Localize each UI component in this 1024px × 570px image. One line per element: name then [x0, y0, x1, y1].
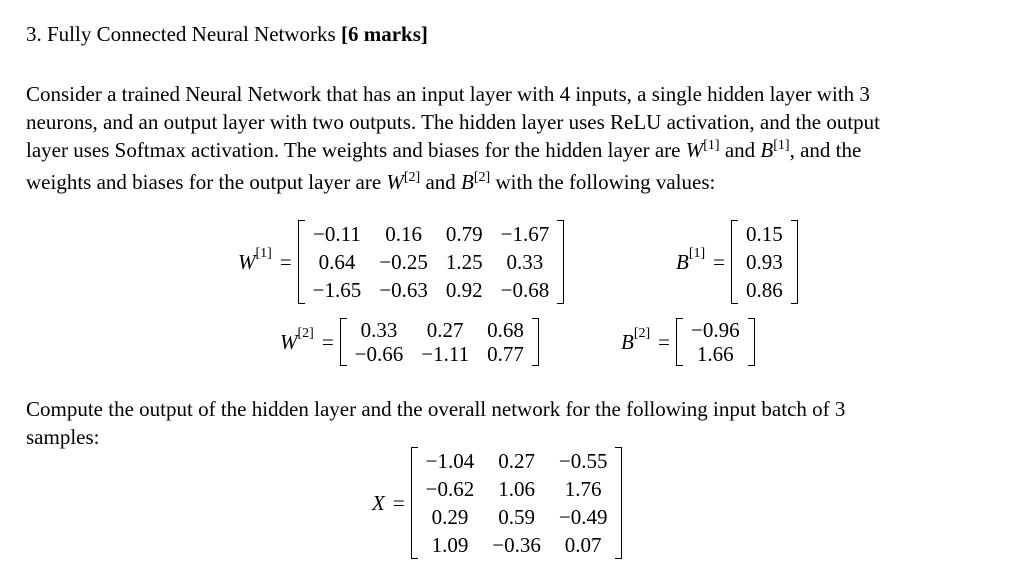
- matrix-cell: 0.64: [318, 249, 356, 274]
- matrix-bracket-corner: [299, 303, 305, 304]
- matrix-w1: [298, 220, 565, 304]
- equation-w2-lhs: [280, 326, 334, 355]
- matrix-cell: 0.33: [506, 249, 544, 274]
- equation-b2-superscript: [2]: [633, 326, 651, 341]
- inline-w2-superscript: [2]: [403, 170, 421, 185]
- matrix-cell: 1.06: [498, 476, 535, 501]
- equation-b1-equals: =: [713, 249, 725, 274]
- inline-w2-letter: W: [386, 170, 404, 194]
- matrix-b1: [731, 220, 798, 304]
- matrix-cell: −1.04: [425, 448, 475, 473]
- equation-b2-equals: =: [658, 329, 670, 354]
- intro-line-3: [26, 136, 1001, 168]
- matrix-bracket-corner: [341, 365, 347, 366]
- matrix-cell: −1.11: [421, 341, 470, 366]
- matrix-cell: 0.15: [746, 221, 783, 246]
- intro-line-2: neurons, and an output layer with two outputs. The hidden layer uses ReLU activation, and the output: [26, 110, 881, 134]
- instruction-line-2: samples:: [26, 425, 100, 449]
- matrix-bracket-corner: [557, 303, 563, 304]
- inline-b1-superscript: [1]: [773, 138, 790, 153]
- matrix-cell: 0.33: [360, 317, 398, 342]
- equation-w2-letter: W: [280, 329, 298, 354]
- instruction-paragraph: [26, 395, 1001, 451]
- inline-b2-letter: B: [461, 170, 474, 194]
- equation-w1-superscript: [1]: [255, 246, 272, 261]
- matrix-bracket-corner: [412, 558, 418, 559]
- inline-b1-letter: B: [760, 138, 774, 162]
- matrix-cell: 1.76: [564, 476, 602, 501]
- matrix-cell: −0.49: [558, 504, 608, 529]
- equation-b1: [676, 220, 798, 304]
- equation-w1-lhs: [238, 246, 292, 275]
- intro-paragraph: [26, 80, 1001, 200]
- equation-w2-superscript: [2]: [297, 326, 314, 341]
- inline-b2-superscript: [2]: [473, 170, 491, 185]
- matrix-cell: 0.93: [746, 249, 783, 274]
- matrix-cell: 0.86: [746, 277, 783, 302]
- matrix-cell: 0.68: [487, 317, 524, 342]
- equation-b2-letter: B: [621, 329, 634, 354]
- matrix-cell: 0.27: [498, 448, 535, 473]
- equation-x-equals: =: [392, 490, 405, 515]
- instruction-line-1: Compute the output of the hidden layer and the overall network for the following input batch of 3: [26, 397, 846, 421]
- inline-w1-letter: W: [685, 138, 704, 162]
- equation-b1-letter: B: [676, 249, 689, 274]
- question-marks: [6 marks]: [340, 22, 428, 46]
- inline-w1-superscript: [1]: [703, 138, 720, 153]
- equation-b2: [621, 318, 755, 366]
- matrix-cell: −0.63: [379, 277, 428, 302]
- intro-line-3-text-b: and: [719, 138, 761, 162]
- equation-b1-superscript: [1]: [688, 246, 706, 261]
- matrix-bracket-corner: [532, 365, 538, 366]
- matrix-cell: 1.09: [431, 532, 469, 557]
- matrix-bracket-corner: [677, 365, 683, 366]
- matrix-bracket-corner: [791, 303, 797, 304]
- matrix-bracket-corner: [615, 558, 621, 559]
- equation-w1-equals: =: [279, 249, 292, 274]
- equation-x-lhs: [372, 491, 405, 516]
- matrix-cell: 0.29: [431, 504, 469, 529]
- matrix-cell: −0.55: [558, 448, 608, 473]
- equation-b1-lhs: [676, 246, 725, 275]
- matrix-bracket-corner: [748, 365, 754, 366]
- equation-w2: [280, 318, 539, 366]
- equation-w1-letter: W: [238, 249, 256, 274]
- inline-w1-symbol: [686, 138, 720, 162]
- matrix-cell: 0.92: [445, 277, 483, 302]
- matrix-cell: −0.66: [354, 341, 404, 366]
- matrix-cell: −0.36: [492, 532, 541, 557]
- inline-w2-symbol: [386, 170, 420, 194]
- inline-b2-symbol: [461, 170, 490, 194]
- matrix-cell: −0.62: [425, 476, 475, 501]
- matrix-cell: −0.96: [691, 317, 740, 342]
- matrix-cell: 0.27: [426, 317, 464, 342]
- matrix-cell: 0.77: [487, 341, 524, 366]
- intro-line-3-text-c: , and the: [789, 138, 862, 162]
- intro-line-1: Consider a trained Neural Network that has an input layer with 4 inputs, a single hidden layer with 3: [26, 82, 870, 106]
- intro-line-3-text-a: layer uses Softmax activation. The weights and biases for the hidden layer are: [26, 138, 686, 162]
- matrix-cell: −0.68: [500, 277, 550, 302]
- matrix-cell: −1.65: [312, 277, 362, 302]
- matrix-w2: [340, 318, 539, 366]
- equation-x: [372, 447, 622, 559]
- matrix-cell: 1.66: [696, 341, 734, 366]
- matrix-cell: 0.79: [445, 221, 483, 246]
- equation-w1: [238, 220, 564, 304]
- inline-b1-symbol: [760, 138, 789, 162]
- matrix-x: [411, 447, 623, 559]
- matrix-cell: 0.07: [564, 532, 602, 557]
- matrix-cell: −1.67: [500, 221, 550, 246]
- matrix-b2: [676, 318, 755, 366]
- equation-b2-lhs: [621, 326, 670, 355]
- matrix-bracket-corner: [732, 303, 738, 304]
- matrix-cell: −0.25: [379, 249, 428, 274]
- question-heading: [26, 22, 428, 47]
- question-title: 3. Fully Connected Neural Networks: [26, 22, 336, 46]
- intro-line-4-text-c: with the following values:: [490, 170, 716, 194]
- intro-line-4-text-b: and: [420, 170, 462, 194]
- equation-x-letter: X: [372, 490, 385, 515]
- intro-line-4-text-a: weights and biases for the output layer are: [26, 170, 387, 194]
- matrix-cell: 1.25: [445, 249, 483, 274]
- intro-line-4: [26, 168, 1001, 200]
- matrix-cell: 0.16: [385, 221, 422, 246]
- matrix-cell: −0.11: [313, 221, 361, 246]
- matrix-cell: 0.59: [498, 504, 535, 529]
- equation-w2-equals: =: [321, 329, 334, 354]
